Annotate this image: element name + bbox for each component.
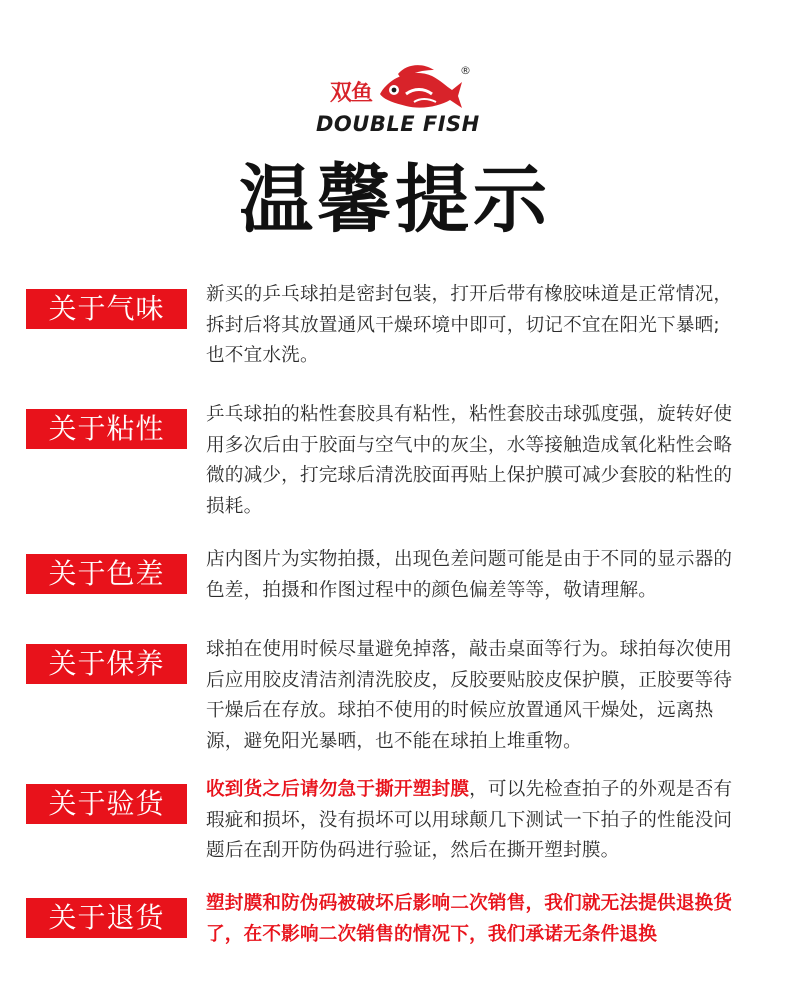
section-label: 关于验货 [26, 784, 187, 824]
section-text: 乒乓球拍的粘性套胶具有粘性，粘性套胶击球弧度强，旋转好使用多次后由于胶面与空气中的灰尘，水等接触造成氧化粘性会略微的减少，打完球后清洗胶面再贴上保护膜可减少套胶的粘性的损耗。 [206, 404, 733, 517]
registered-mark: ® [460, 64, 471, 77]
section-text [206, 775, 736, 867]
section-body-text: ，可以先检查拍子的外观是否有瑕疵和损坏，没有损坏可以用球颠几下测试一下拍子的性能没问题后在刮开防伪码进行验证，然后在撕开塑封膜。 [206, 779, 733, 861]
section-text: 塑封膜和防伪码被破坏后影响二次销售，我们就无法提供退换货了，在不影响二次销售的情况下，我们承诺无条件退换 [206, 893, 733, 945]
section-text: 店内图片为实物拍摄，出现色差问题可能是由于不同的显示器的色差，拍摄和作图过程中的颜色偏差等等，敬请理解。 [206, 549, 733, 601]
section-label: 关于保养 [26, 644, 187, 684]
section-warning-text: 收到货之后请勿急于撕开塑封膜 [206, 779, 470, 800]
fish-logo-icon [376, 64, 464, 114]
section-label: 关于气味 [26, 289, 187, 329]
logo-chinese-text: 双鱼 [330, 81, 373, 106]
page-title: 温馨提示 [239, 157, 551, 243]
section-label: 关于粘性 [26, 409, 187, 449]
section-label: 关于色差 [26, 554, 187, 594]
section-text: 球拍在使用时候尽量避免掉落，敲击桌面等行为。球拍每次使用后应用胶皮清洁剂清洗胶皮，反胶要贴胶皮保护膜，正胶要等待干燥后在存放。球拍不使用的时候应放置通风干燥处，远离热源，避免阳光暴晒，也不能在球拍上堆重物。 [206, 639, 733, 752]
logo-english-text: DOUBLE FISH [316, 112, 480, 136]
brand-logo [310, 62, 490, 142]
section-text: 新买的乒乓球拍是密封包装，打开后带有橡胶味道是正常情况，拆封后将其放置通风干燥环境中即可，切记不宜在阳光下暴晒;也不宜水洗。 [206, 284, 733, 366]
section-label: 关于退货 [26, 898, 187, 938]
